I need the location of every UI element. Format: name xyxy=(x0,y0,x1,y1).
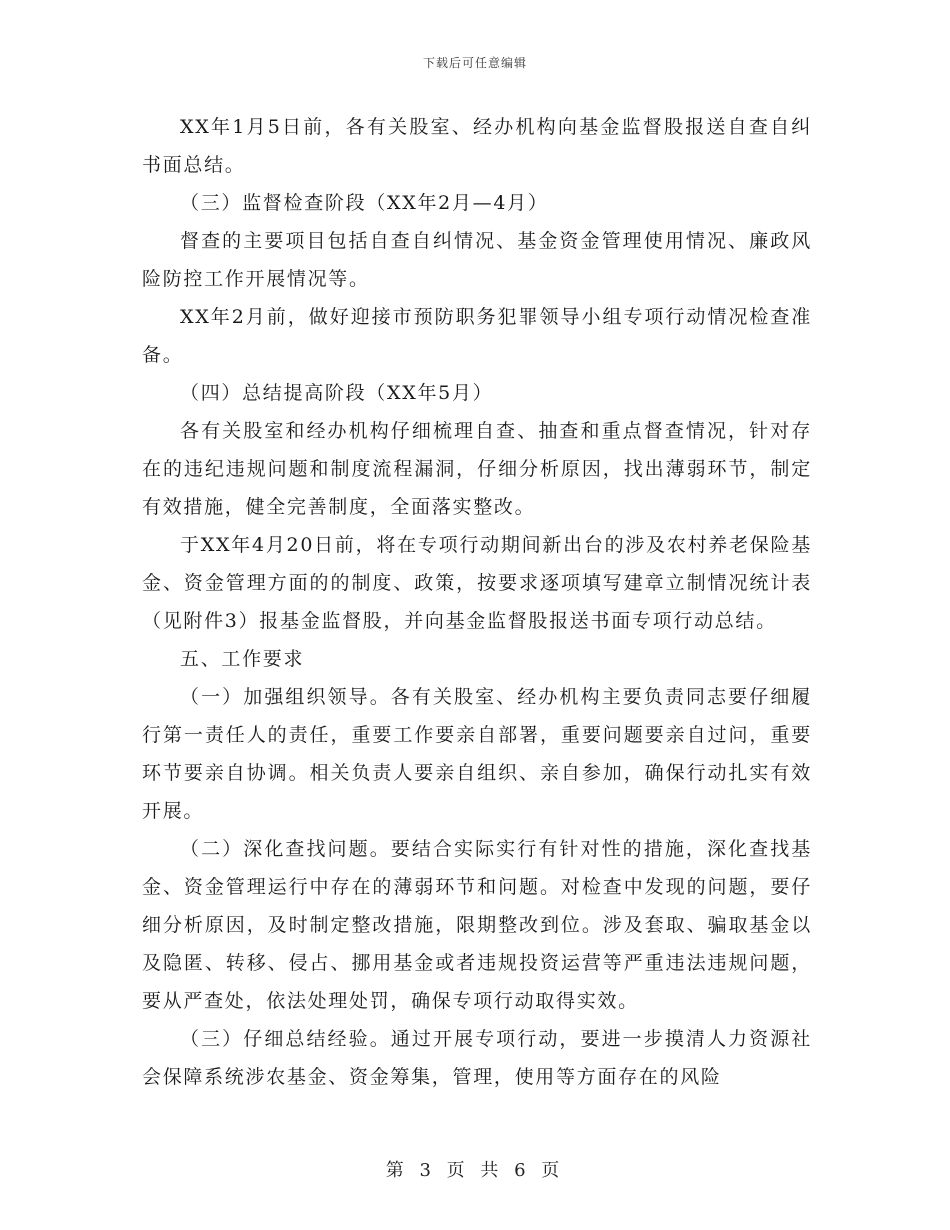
header-note: 下载后可任意编辑 xyxy=(422,56,527,70)
paragraph: 各有关股室和经办机构仔细梳理自查、抽查和重点督查情况，针对存在的违纪违规问题和制度流程漏洞，仔细分析原因，找出薄弱环节，制定有效措施，健全完善制度，全面落实整改。 xyxy=(142,420,812,518)
section-heading: 五、工作要求 xyxy=(180,648,305,670)
page-number: 第 3 页 共 6 页 xyxy=(385,1160,565,1181)
paragraph: 督查的主要项目包括自查自纠情况、基金资金管理使用情况、廉政风险防控工作开展情况等。 xyxy=(142,230,812,290)
section-heading: （三）监督检查阶段（XX年2月—4月） xyxy=(180,192,549,214)
paragraph: XX年2月前，做好迎接市预防职务犯罪领导小组专项行动情况检查准备。 xyxy=(142,306,812,366)
document-body xyxy=(142,108,812,1096)
section-heading: （四）总结提高阶段（XX年5月） xyxy=(180,382,494,404)
paragraph: XX年1月5日前，各有关股室、经办机构向基金监督股报送自查自纠书面总结。 xyxy=(142,116,812,176)
paragraph: （一）加强组织领导。各有关股室、经办机构主要负责同志要仔细履行第一责任人的责任，重要工作要亲自部署，重要问题要亲自过问，重要环节要亲自协调。相关负责人要亲自组织、亲自参加，确保行动扎实有效开展。 xyxy=(142,686,812,822)
paragraph: （二）深化查找问题。要结合实际实行有针对性的措施，深化查找基金、资金管理运行中存在的薄弱环节和问题。对检查中发现的问题，要仔细分析原因，及时制定整改措施，限期整改到位。涉及套取、骗取基金以及隐匿、转移、侵占、挪用基金或者违规投资运营等严重违法违规问题，要从严查处，依法处理处罚，确保专项行动取得实效。 xyxy=(142,838,812,1012)
paragraph: 于XX年4月20日前，将在专项行动期间新出台的涉及农村养老保险基金、资金管理方面的的制度、政策，按要求逐项填写建章立制情况统计表（见附件3）报基金监督股，并向基金监督股报送书面专项行动总结。 xyxy=(142,534,812,632)
paragraph: （三）仔细总结经验。通过开展专项行动，要进一步摸清人力资源社会保障系统涉农基金、资金筹集，管理，使用等方面存在的风险 xyxy=(142,1028,812,1088)
